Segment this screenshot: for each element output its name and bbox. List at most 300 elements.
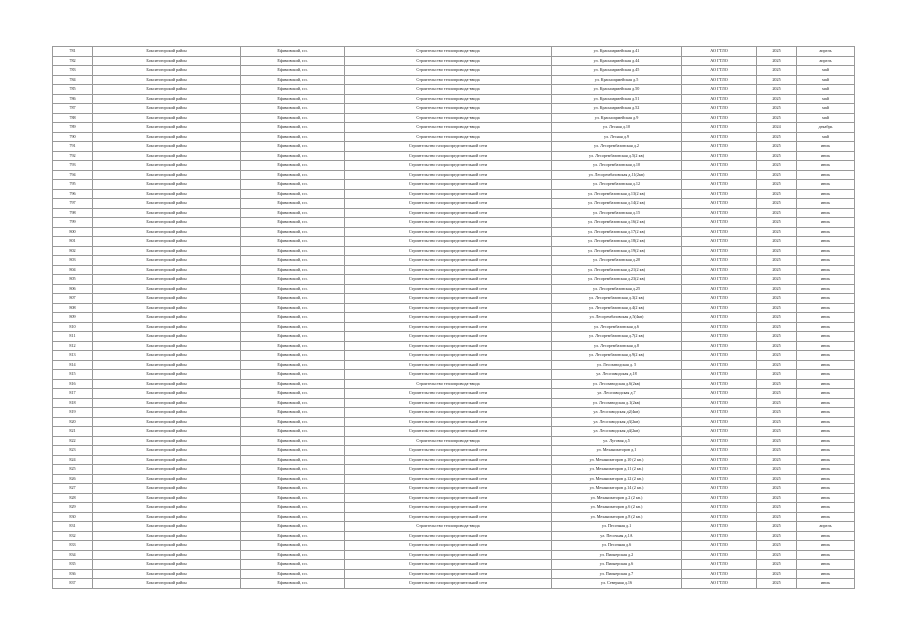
address-cell: ул. Механизаторов д.8 (2 кв.): [552, 512, 682, 522]
month-cell: май: [797, 104, 855, 114]
row-number-cell: 808: [53, 303, 93, 313]
organization-cell: АО ГТЛО: [682, 208, 757, 218]
settlement-cell: Ефимовский, г.п.: [241, 142, 345, 152]
row-number-cell: 811: [53, 332, 93, 342]
row-number-cell: 793: [53, 161, 93, 171]
work-type-cell: Строительство газораспределительной сети: [345, 161, 552, 171]
year-cell: 2025: [757, 360, 797, 370]
organization-cell: АО ГТЛО: [682, 360, 757, 370]
district-cell: Бокситогорский район: [93, 208, 241, 218]
settlement-cell: Ефимовский, г.п.: [241, 132, 345, 142]
address-cell: ул. Пионерская д.2: [552, 550, 682, 560]
organization-cell: АО ГТЛО: [682, 379, 757, 389]
row-number-cell: 814: [53, 360, 93, 370]
year-cell: 2025: [757, 474, 797, 484]
year-cell: 2025: [757, 322, 797, 332]
organization-cell: АО ГТЛО: [682, 123, 757, 133]
organization-cell: АО ГТЛО: [682, 161, 757, 171]
month-cell: июль: [797, 180, 855, 190]
row-number-cell: 799: [53, 218, 93, 228]
address-cell: ул. Лесозаводская д.6(2кв): [552, 379, 682, 389]
table-row: [53, 237, 855, 247]
year-cell: 2025: [757, 550, 797, 560]
settlement-cell: Ефимовский, г.п.: [241, 569, 345, 579]
row-number-cell: 794: [53, 170, 93, 180]
work-type-cell: Строительство газораспределительной сети: [345, 493, 552, 503]
settlement-cell: Ефимовский, г.п.: [241, 218, 345, 228]
month-cell: июль: [797, 512, 855, 522]
table-row: [53, 180, 855, 190]
month-cell: декабрь: [797, 123, 855, 133]
address-cell: ул. Механизаторов д.6 (2 кв.): [552, 503, 682, 513]
settlement-cell: Ефимовский, г.п.: [241, 493, 345, 503]
table-row: [53, 332, 855, 342]
organization-cell: АО ГТЛО: [682, 256, 757, 266]
settlement-cell: Ефимовский, г.п.: [241, 436, 345, 446]
table-row: [53, 389, 855, 399]
year-cell: 2025: [757, 341, 797, 351]
organization-cell: АО ГТЛО: [682, 303, 757, 313]
district-cell: Бокситогорский район: [93, 284, 241, 294]
address-cell: ул. Лесорембазовская д.5(2 кв): [552, 151, 682, 161]
year-cell: 2025: [757, 351, 797, 361]
work-type-cell: Строительство газораспределительной сети: [345, 199, 552, 209]
year-cell: 2025: [757, 208, 797, 218]
address-cell: ул. Лесорембазовская д.5(4кв): [552, 313, 682, 323]
address-cell: ул. Пионерская д.6: [552, 560, 682, 570]
table-row: [53, 408, 855, 418]
organization-cell: АО ГТЛО: [682, 493, 757, 503]
address-cell: ул. Лесорембазовская д.12: [552, 180, 682, 190]
settlement-cell: Ефимовский, г.п.: [241, 123, 345, 133]
organization-cell: АО ГТЛО: [682, 75, 757, 85]
year-cell: 2025: [757, 493, 797, 503]
district-cell: Бокситогорский район: [93, 170, 241, 180]
work-type-cell: Строительство газораспределительной сети: [345, 189, 552, 199]
work-type-cell: Строительство газораспределительной сети: [345, 284, 552, 294]
month-cell: июль: [797, 170, 855, 180]
work-type-cell: Строительство газораспределительной сети: [345, 465, 552, 475]
year-cell: 2025: [757, 560, 797, 570]
district-cell: Бокситогорский район: [93, 398, 241, 408]
month-cell: июль: [797, 332, 855, 342]
table-row: [53, 370, 855, 380]
address-cell: ул. Лесозаводская д3(2кв): [552, 417, 682, 427]
row-number-cell: 795: [53, 180, 93, 190]
address-cell: ул. Песочная д.1А: [552, 531, 682, 541]
table-row: [53, 85, 855, 95]
table-row: [53, 436, 855, 446]
district-cell: Бокситогорский район: [93, 104, 241, 114]
row-number-cell: 792: [53, 151, 93, 161]
table-row: [53, 104, 855, 114]
month-cell: июль: [797, 265, 855, 275]
month-cell: июль: [797, 579, 855, 589]
organization-cell: АО ГТЛО: [682, 275, 757, 285]
organization-cell: АО ГТЛО: [682, 579, 757, 589]
table-row: [53, 455, 855, 465]
district-cell: Бокситогорский район: [93, 161, 241, 171]
settlement-cell: Ефимовский, г.п.: [241, 151, 345, 161]
district-cell: Бокситогорский район: [93, 75, 241, 85]
organization-cell: АО ГТЛО: [682, 170, 757, 180]
address-cell: ул. Красноармейская д.5: [552, 75, 682, 85]
address-cell: ул. Красноармейская д.50: [552, 85, 682, 95]
month-cell: июль: [797, 256, 855, 266]
year-cell: 2025: [757, 246, 797, 256]
month-cell: июль: [797, 436, 855, 446]
settlement-cell: Ефимовский, г.п.: [241, 322, 345, 332]
work-type-cell: Строительство теплопровода-ввода: [345, 47, 552, 57]
district-cell: Бокситогорский район: [93, 436, 241, 446]
work-type-cell: Строительство теплопровода-ввода: [345, 104, 552, 114]
district-cell: Бокситогорский район: [93, 47, 241, 57]
work-type-cell: Строительство газораспределительной сети: [345, 398, 552, 408]
district-cell: Бокситогорский район: [93, 132, 241, 142]
organization-cell: АО ГТЛО: [682, 446, 757, 456]
work-type-cell: Строительство газораспределительной сети: [345, 332, 552, 342]
year-cell: 2025: [757, 142, 797, 152]
district-cell: Бокситогорский район: [93, 180, 241, 190]
district-cell: Бокситогорский район: [93, 332, 241, 342]
row-number-cell: 824: [53, 455, 93, 465]
year-cell: 2025: [757, 313, 797, 323]
district-cell: Бокситогорский район: [93, 246, 241, 256]
year-cell: 2025: [757, 379, 797, 389]
settlement-cell: Ефимовский, г.п.: [241, 66, 345, 76]
table-row: [53, 170, 855, 180]
work-type-cell: Строительство газораспределительной сети: [345, 265, 552, 275]
table-row: [53, 379, 855, 389]
organization-cell: АО ГТЛО: [682, 512, 757, 522]
settlement-cell: Ефимовский, г.п.: [241, 313, 345, 323]
work-type-cell: Строительство теплопровода-ввода: [345, 56, 552, 66]
table-row: [53, 531, 855, 541]
table-row: [53, 256, 855, 266]
table-row: [53, 208, 855, 218]
row-number-cell: 807: [53, 294, 93, 304]
table-row: [53, 161, 855, 171]
month-cell: июль: [797, 569, 855, 579]
address-cell: ул. Красноармейская д.9: [552, 113, 682, 123]
district-cell: Бокситогорский район: [93, 408, 241, 418]
table-row: [53, 417, 855, 427]
settlement-cell: Ефимовский, г.п.: [241, 303, 345, 313]
month-cell: май: [797, 85, 855, 95]
work-type-cell: Строительство газораспределительной сети: [345, 569, 552, 579]
month-cell: июль: [797, 313, 855, 323]
work-type-cell: Строительство газораспределительной сети: [345, 180, 552, 190]
work-type-cell: Строительство газораспределительной сети: [345, 142, 552, 152]
settlement-cell: Ефимовский, г.п.: [241, 465, 345, 475]
document-page: [52, 46, 854, 589]
row-number-cell: 798: [53, 208, 93, 218]
month-cell: июль: [797, 550, 855, 560]
organization-cell: АО ГТЛО: [682, 427, 757, 437]
month-cell: июль: [797, 417, 855, 427]
address-cell: ул. Пионерская д.7: [552, 569, 682, 579]
table-row: [53, 484, 855, 494]
table-row: [53, 123, 855, 133]
address-cell: ул. Лесорембазовская д.11(2кв): [552, 170, 682, 180]
work-type-cell: Строительство газораспределительной сети: [345, 351, 552, 361]
address-cell: ул. Лесорембазовская д.16(2 кв): [552, 218, 682, 228]
district-cell: Бокситогорский район: [93, 199, 241, 209]
month-cell: июль: [797, 503, 855, 513]
row-number-cell: 784: [53, 75, 93, 85]
address-cell: ул. Красноармейская д.41: [552, 47, 682, 57]
row-number-cell: 805: [53, 275, 93, 285]
settlement-cell: Ефимовский, г.п.: [241, 246, 345, 256]
district-cell: Бокситогорский район: [93, 427, 241, 437]
district-cell: Бокситогорский район: [93, 550, 241, 560]
row-number-cell: 827: [53, 484, 93, 494]
month-cell: июль: [797, 227, 855, 237]
table-row: [53, 246, 855, 256]
settlement-cell: Ефимовский, г.п.: [241, 417, 345, 427]
table-row: [53, 151, 855, 161]
month-cell: июль: [797, 360, 855, 370]
organization-cell: АО ГТЛО: [682, 180, 757, 190]
table-row: [53, 341, 855, 351]
work-type-cell: Строительство газораспределительной сети: [345, 512, 552, 522]
row-number-cell: 818: [53, 398, 93, 408]
district-cell: Бокситогорский район: [93, 56, 241, 66]
settlement-cell: Ефимовский, г.п.: [241, 180, 345, 190]
row-number-cell: 782: [53, 56, 93, 66]
work-type-cell: Строительство газораспределительной сети: [345, 408, 552, 418]
settlement-cell: Ефимовский, г.п.: [241, 560, 345, 570]
table-row: [53, 189, 855, 199]
row-number-cell: 837: [53, 579, 93, 589]
organization-cell: АО ГТЛО: [682, 85, 757, 95]
settlement-cell: Ефимовский, г.п.: [241, 379, 345, 389]
year-cell: 2025: [757, 455, 797, 465]
year-cell: 2025: [757, 398, 797, 408]
month-cell: июль: [797, 161, 855, 171]
month-cell: июль: [797, 284, 855, 294]
table-row: [53, 446, 855, 456]
organization-cell: АО ГТЛО: [682, 66, 757, 76]
row-number-cell: 834: [53, 550, 93, 560]
organization-cell: АО ГТЛО: [682, 151, 757, 161]
settlement-cell: Ефимовский, г.п.: [241, 389, 345, 399]
work-type-cell: Строительство газораспределительной сети: [345, 484, 552, 494]
settlement-cell: Ефимовский, г.п.: [241, 199, 345, 209]
month-cell: июль: [797, 541, 855, 551]
organization-cell: АО ГТЛО: [682, 132, 757, 142]
year-cell: 2025: [757, 170, 797, 180]
organization-cell: АО ГТЛО: [682, 332, 757, 342]
settlement-cell: Ефимовский, г.п.: [241, 398, 345, 408]
organization-cell: АО ГТЛО: [682, 560, 757, 570]
address-cell: ул. Лесорембазовская д.3(2 кв): [552, 294, 682, 304]
row-number-cell: 833: [53, 541, 93, 551]
month-cell: май: [797, 75, 855, 85]
settlement-cell: Ефимовский, г.п.: [241, 484, 345, 494]
district-cell: Бокситогорский район: [93, 360, 241, 370]
address-cell: ул. Механизаторов д.10 (2 кв.): [552, 455, 682, 465]
work-type-cell: Строительство газораспределительной сети: [345, 246, 552, 256]
organization-cell: АО ГТЛО: [682, 370, 757, 380]
address-cell: ул. Красноармейская д.51: [552, 94, 682, 104]
address-cell: ул. Лесорембазовская д.14(2 кв): [552, 199, 682, 209]
month-cell: июль: [797, 398, 855, 408]
address-cell: ул. Лесозаводская д. 5: [552, 360, 682, 370]
row-number-cell: 791: [53, 142, 93, 152]
district-cell: Бокситогорский район: [93, 455, 241, 465]
year-cell: 2025: [757, 104, 797, 114]
year-cell: 2025: [757, 56, 797, 66]
address-cell: ул. Лесорембазовская д.25: [552, 284, 682, 294]
row-number-cell: 800: [53, 227, 93, 237]
organization-cell: АО ГТЛО: [682, 465, 757, 475]
settlement-cell: Ефимовский, г.п.: [241, 161, 345, 171]
month-cell: июль: [797, 389, 855, 399]
district-cell: Бокситогорский район: [93, 294, 241, 304]
row-number-cell: 781: [53, 47, 93, 57]
work-type-cell: Строительство газораспределительной сети: [345, 313, 552, 323]
month-cell: май: [797, 113, 855, 123]
address-cell: ул. Лесорембазовская д.23(2 кв): [552, 275, 682, 285]
year-cell: 2025: [757, 151, 797, 161]
district-cell: Бокситогорский район: [93, 541, 241, 551]
month-cell: июль: [797, 246, 855, 256]
table-row: [53, 294, 855, 304]
district-cell: Бокситогорский район: [93, 341, 241, 351]
table-row: [53, 550, 855, 560]
year-cell: 2025: [757, 161, 797, 171]
settlement-cell: Ефимовский, г.п.: [241, 256, 345, 266]
row-number-cell: 797: [53, 199, 93, 209]
address-cell: ул. Механизаторов д.14 (2 кв.): [552, 484, 682, 494]
table-row: [53, 465, 855, 475]
organization-cell: АО ГТЛО: [682, 237, 757, 247]
district-cell: Бокситогорский район: [93, 560, 241, 570]
year-cell: 2025: [757, 417, 797, 427]
table-row: [53, 275, 855, 285]
settlement-cell: Ефимовский, г.п.: [241, 360, 345, 370]
organization-cell: АО ГТЛО: [682, 522, 757, 532]
year-cell: 2025: [757, 275, 797, 285]
organization-cell: АО ГТЛО: [682, 541, 757, 551]
month-cell: июль: [797, 151, 855, 161]
settlement-cell: Ефимовский, г.п.: [241, 265, 345, 275]
month-cell: июль: [797, 322, 855, 332]
work-type-cell: Строительство газораспределительной сети: [345, 370, 552, 380]
table-row: [53, 66, 855, 76]
month-cell: июль: [797, 484, 855, 494]
year-cell: 2025: [757, 256, 797, 266]
work-type-cell: Строительство газораспределительной сети: [345, 389, 552, 399]
month-cell: июль: [797, 370, 855, 380]
district-cell: Бокситогорский район: [93, 446, 241, 456]
table-row: [53, 313, 855, 323]
district-cell: Бокситогорский район: [93, 189, 241, 199]
year-cell: 2025: [757, 47, 797, 57]
address-cell: ул. Механизаторов д.2 (2 кв.): [552, 493, 682, 503]
settlement-cell: Ефимовский, г.п.: [241, 284, 345, 294]
table-row: [53, 94, 855, 104]
district-cell: Бокситогорский район: [93, 465, 241, 475]
address-cell: ул. Лесорембазовская д.15: [552, 208, 682, 218]
settlement-cell: Ефимовский, г.п.: [241, 341, 345, 351]
work-type-cell: Строительство теплопровода-ввода: [345, 85, 552, 95]
organization-cell: АО ГТЛО: [682, 436, 757, 446]
address-cell: ул. Песочная д.1: [552, 522, 682, 532]
address-cell: ул. Северная д.16: [552, 579, 682, 589]
row-number-cell: 789: [53, 123, 93, 133]
address-cell: ул. Лесорембазовская д.17(2 кв): [552, 227, 682, 237]
settlement-cell: Ефимовский, г.п.: [241, 474, 345, 484]
address-cell: ул. Лесорембазовская д.9(2 кв): [552, 351, 682, 361]
table-row: [53, 47, 855, 57]
district-cell: Бокситогорский район: [93, 85, 241, 95]
year-cell: 2025: [757, 503, 797, 513]
month-cell: июль: [797, 237, 855, 247]
address-cell: ул. Лесорембазовская д.18(2 кв): [552, 237, 682, 247]
work-type-cell: Строительство газораспределительной сети: [345, 275, 552, 285]
table-row: [53, 579, 855, 589]
work-type-cell: Строительство газораспределительной сети: [345, 218, 552, 228]
address-cell: ул. Механизаторов д.12 (2 кв.): [552, 474, 682, 484]
month-cell: апрель: [797, 522, 855, 532]
organization-cell: АО ГТЛО: [682, 550, 757, 560]
work-type-cell: Строительство газораспределительной сети: [345, 151, 552, 161]
organization-cell: АО ГТЛО: [682, 531, 757, 541]
year-cell: 2025: [757, 66, 797, 76]
organization-cell: АО ГТЛО: [682, 104, 757, 114]
settlement-cell: Ефимовский, г.п.: [241, 550, 345, 560]
settlement-cell: Ефимовский, г.п.: [241, 408, 345, 418]
year-cell: 2025: [757, 237, 797, 247]
district-cell: Бокситогорский район: [93, 256, 241, 266]
year-cell: 2025: [757, 436, 797, 446]
table-row: [53, 503, 855, 513]
district-cell: Бокситогорский район: [93, 142, 241, 152]
work-type-cell: Строительство теплопровода-ввода: [345, 436, 552, 446]
organization-cell: АО ГТЛО: [682, 189, 757, 199]
district-cell: Бокситогорский район: [93, 474, 241, 484]
settlement-cell: Ефимовский, г.п.: [241, 512, 345, 522]
settlement-cell: Ефимовский, г.п.: [241, 227, 345, 237]
month-cell: июль: [797, 351, 855, 361]
year-cell: 2025: [757, 189, 797, 199]
year-cell: 2025: [757, 294, 797, 304]
settlement-cell: Ефимовский, г.п.: [241, 47, 345, 57]
row-number-cell: 830: [53, 512, 93, 522]
year-cell: 2025: [757, 199, 797, 209]
work-type-cell: Строительство газораспределительной сети: [345, 503, 552, 513]
year-cell: 2025: [757, 512, 797, 522]
district-cell: Бокситогорский район: [93, 493, 241, 503]
work-type-cell: Строительство газораспределительной сети: [345, 541, 552, 551]
row-number-cell: 835: [53, 560, 93, 570]
district-cell: Бокситогорский район: [93, 484, 241, 494]
district-cell: Бокситогорский район: [93, 275, 241, 285]
year-cell: 2025: [757, 569, 797, 579]
district-cell: Бокситогорский район: [93, 531, 241, 541]
month-cell: июль: [797, 560, 855, 570]
work-type-cell: Строительство газораспределительной сети: [345, 341, 552, 351]
table-row: [53, 199, 855, 209]
address-cell: ул. Лесная д.9: [552, 132, 682, 142]
work-type-cell: Строительство газораспределительной сети: [345, 360, 552, 370]
table-row: [53, 284, 855, 294]
address-cell: ул. Лесозаводская д4(2кв): [552, 427, 682, 437]
work-type-cell: Строительство газораспределительной сети: [345, 303, 552, 313]
row-number-cell: 817: [53, 389, 93, 399]
